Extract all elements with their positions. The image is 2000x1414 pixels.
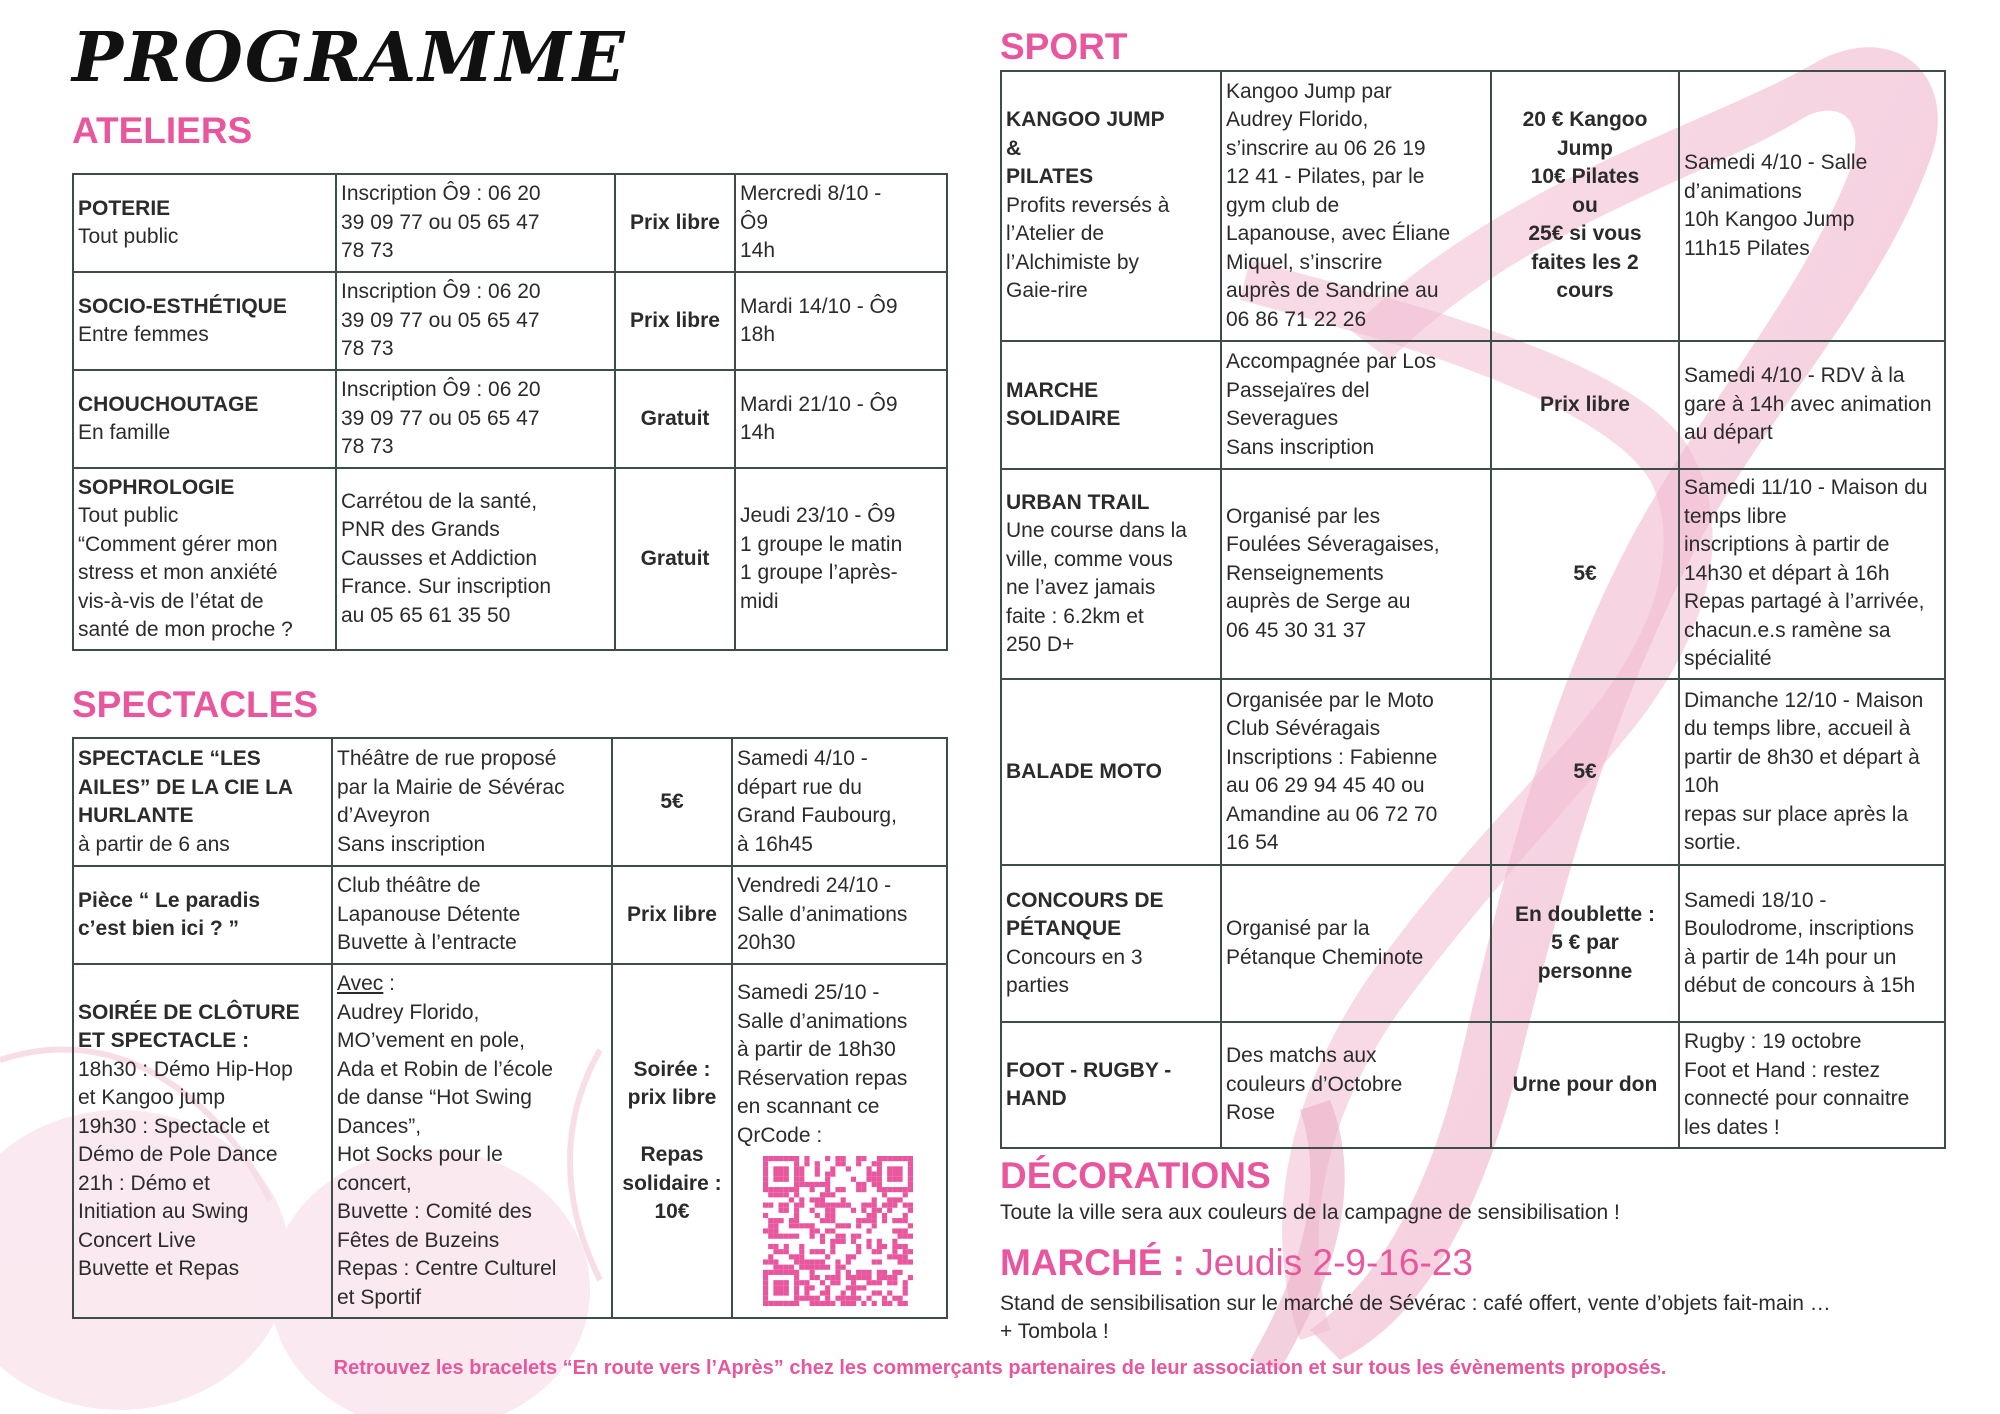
cell-line: d’animations [1684, 179, 1802, 203]
cell-line: partir de 8h30 et départ à [1684, 745, 1920, 769]
qr-code-icon[interactable] [763, 1156, 913, 1306]
cell-line: chacun.e.s ramène sa [1684, 618, 1891, 642]
cell-line: 5€ [1573, 561, 1597, 585]
price-cell [1491, 679, 1679, 865]
program-row [1001, 1022, 1945, 1148]
cell-line: Repas partagé à l’arrivée, [1684, 590, 1925, 614]
cell-line: Salle d’animations [737, 902, 908, 926]
contact-cell [332, 738, 612, 866]
cell-line: gym club de [1226, 193, 1340, 217]
program-row [73, 272, 947, 370]
cell-line: Miquel, s’inscrire [1226, 250, 1383, 274]
date-cell [735, 370, 947, 468]
row-title-line: SPECTACLE “LES [78, 747, 261, 770]
cell-line: personne [1537, 959, 1633, 983]
cell-line: 10h [1684, 774, 1720, 797]
cell-line: 78 73 [341, 239, 394, 263]
cell-line: s’inscrire au 06 26 19 [1226, 136, 1426, 160]
cell-line: Hot Socks pour le [337, 1143, 503, 1166]
cell-line: de danse “Hot Swing [337, 1086, 532, 1109]
contact-cell [1221, 71, 1491, 341]
cell-line: En doublette : [1515, 902, 1655, 926]
event-cell [1001, 341, 1221, 469]
cell-line: faite : 6.2km et [1006, 604, 1144, 628]
cell-line: 39 09 77 ou 05 65 47 [341, 406, 540, 430]
cell-line: ne l’avez jamais [1006, 576, 1156, 599]
program-row [1001, 341, 1945, 469]
date-cell [735, 174, 947, 272]
contact-cell [1221, 679, 1491, 865]
event-cell [1001, 469, 1221, 679]
cell-line: Samedi 11/10 - Maison du [1684, 476, 1928, 500]
contact-cell [1221, 341, 1491, 469]
price-cell [1491, 865, 1679, 1022]
cell-line: Soirée : [633, 1057, 711, 1081]
cell-line: 14h [740, 421, 776, 444]
cell-line: En famille [78, 421, 171, 444]
cell-line: Réservation repas [737, 1066, 908, 1090]
section-title-ateliers: ATELIERS [72, 110, 253, 151]
cell-line: concert, [337, 1171, 412, 1195]
cell-line: Club Sévéragais [1226, 717, 1381, 740]
cell-line: 78 73 [341, 337, 394, 361]
page-title: PROGRAMME [72, 18, 627, 98]
cell-line: Une course dans la [1006, 519, 1187, 542]
row-title-line: SOCIO-ESTHÉTIQUE [78, 294, 287, 318]
cell-line: l’Atelier de [1006, 222, 1105, 246]
cell-line: cours [1556, 279, 1614, 303]
date-cell [1679, 865, 1945, 1022]
cell-line: Prix libre [630, 308, 720, 332]
cell-line: Club théâtre de [337, 874, 481, 898]
cell-line: au 05 65 61 35 50 [341, 603, 511, 627]
cell-line: midi [740, 589, 779, 613]
cell-line: en scannant ce [737, 1095, 880, 1118]
row-title-line: Pièce “ Le paradis [78, 888, 261, 912]
cell-line: à partir de 18h30 [737, 1038, 896, 1061]
cell-line: 18h [740, 323, 776, 346]
cell-line: 14h [740, 239, 776, 263]
program-row [73, 468, 947, 650]
date-cell [1679, 71, 1945, 341]
row-title-line: & [1006, 136, 1022, 160]
date-cell [732, 964, 947, 1318]
cell-line: Samedi 4/10 - [737, 747, 868, 770]
event-cell [73, 370, 336, 468]
marche-text [1000, 1290, 1831, 1346]
cell-line: Foulées Séveragaises, [1226, 533, 1440, 557]
row-title-line: HAND [1006, 1087, 1067, 1110]
cell-line: parties [1006, 974, 1070, 997]
cell-line: à 16h45 [737, 832, 813, 856]
cell-line: Buvette et Repas [78, 1257, 240, 1280]
cell-line: 10€ [654, 1200, 690, 1223]
cell-line: PNR des Grands [341, 518, 500, 542]
cell-line: Fêtes de Buzeins [337, 1228, 500, 1252]
cell-line: gare à 14h avec animation [1684, 392, 1932, 416]
cell-line: Vendredi 24/10 - [737, 874, 892, 898]
cell-line: temps libre [1684, 504, 1787, 528]
date-cell [735, 272, 947, 370]
date-cell [732, 866, 947, 964]
price-cell [612, 866, 732, 964]
price-cell [615, 468, 735, 650]
cell-line: Ada et Robin de l’école [337, 1057, 553, 1081]
cell-line: 5€ [660, 789, 684, 813]
cell-line: Audrey Florido, [337, 1000, 480, 1024]
price-cell [1491, 469, 1679, 679]
cell-line: inscriptions à partir de [1684, 533, 1890, 557]
date-cell [1679, 1022, 1945, 1148]
cell-line: 5 € par [1551, 931, 1619, 955]
cell-line: Audrey Florido, [1226, 108, 1369, 132]
contact-cell [1221, 865, 1491, 1022]
marche-title-label: MARCHÉ : [1000, 1242, 1185, 1283]
cell-line: Buvette : Comité des [337, 1200, 532, 1223]
date-cell [735, 468, 947, 650]
program-row [73, 866, 947, 964]
cell-line: connecté pour connaitre [1684, 1087, 1910, 1110]
cell-line: 39 09 77 ou 05 65 47 [341, 210, 540, 234]
cell-line: au 06 29 94 45 40 ou [1226, 774, 1425, 797]
row-title-line: c’est bien ici ? ” [78, 917, 240, 940]
ateliers-table [72, 173, 948, 651]
marche-line: Stand de sensibilisation sur le marché de Sévérac : café offert, vente d’objets fait-main … [1000, 1292, 1831, 1315]
contact-cell [332, 964, 612, 1318]
price-cell [612, 738, 732, 866]
cell-line: santé de mon proche ? [78, 618, 293, 641]
cell-line: Prix libre [630, 210, 720, 234]
cell-line: Boulodrome, inscriptions [1684, 917, 1914, 940]
cell-line: vis-à-vis de l’état de [78, 589, 264, 613]
row-title-line: SOPHROLOGIE [78, 475, 235, 499]
cell-line: et Sportif [337, 1285, 422, 1309]
cell-line: 06 45 30 31 37 [1226, 618, 1367, 642]
cell-line: Foot et Hand : restez [1684, 1058, 1881, 1082]
program-row [1001, 865, 1945, 1022]
cell-line: sortie. [1684, 831, 1742, 854]
cell-line: 16 54 [1226, 831, 1279, 854]
cell-line: Lapanouse Détente [337, 902, 521, 926]
price-cell [615, 174, 735, 272]
event-cell [1001, 679, 1221, 865]
row-title-line: ET SPECTACLE : [78, 1029, 250, 1052]
cell-line: Lapanouse, avec Éliane [1226, 222, 1451, 246]
cell-line: stress et mon anxiété [78, 561, 278, 584]
cell-line: Initiation au Swing [78, 1200, 249, 1223]
cell-line: 25€ si vous [1528, 222, 1642, 246]
marche-days: Jeudis 2-9-16-23 [1195, 1242, 1473, 1283]
date-cell [1679, 341, 1945, 469]
cell-line: Mardi 14/10 - Ô9 [740, 294, 898, 318]
cell-line: Accompagnée par Los [1226, 350, 1437, 373]
cell-line: Profits reversés à [1006, 193, 1170, 217]
row-title-line: BALADE MOTO [1006, 759, 1162, 783]
event-cell [73, 964, 332, 1318]
cell-line: Samedi 25/10 - [737, 981, 880, 1004]
price-cell [1491, 341, 1679, 469]
cell-line: 12 41 - Pilates, par le [1226, 165, 1425, 189]
contact-cell [336, 174, 615, 272]
cell-line: Jeudi 23/10 - Ô9 [740, 504, 896, 527]
cell-line: spécialité [1684, 647, 1772, 671]
row-title-line: CONCOURS DE [1006, 888, 1164, 912]
cell-line: par la Mairie de Sévérac [337, 775, 565, 799]
cell-line: Carrétou de la santé, [341, 489, 538, 513]
cell-line: du temps libre, accueil à [1684, 717, 1911, 740]
cell-line: Samedi 4/10 - Salle [1684, 151, 1868, 174]
row-title-line: PÉTANQUE [1006, 917, 1122, 940]
program-row [1001, 469, 1945, 679]
cell-line: 19h30 : Spectacle et [78, 1114, 270, 1138]
cell-line: Prix libre [627, 902, 717, 926]
cell-line: Entre femmes [78, 323, 209, 346]
contact-cell [336, 370, 615, 468]
cell-line: prix libre [627, 1086, 717, 1109]
cell-line: Inscription Ô9 : 06 20 [341, 378, 541, 402]
cell-line: 11h15 Pilates [1684, 236, 1810, 260]
cell-line: Dimanche 12/10 - Maison [1684, 688, 1924, 712]
cell-line: Repas : Centre Culturel [337, 1257, 557, 1280]
cell-line: Salle d’animations [737, 1009, 908, 1033]
price-cell [1491, 1022, 1679, 1148]
date-cell [1679, 679, 1945, 865]
contact-head-rest: : [383, 972, 395, 995]
row-title-line: HURLANTE [78, 804, 194, 827]
cell-line: 1 groupe le matin [740, 532, 903, 556]
cell-line: Démo de Pole Dance [78, 1143, 278, 1166]
cell-line: Rugby : 19 octobre [1684, 1030, 1862, 1053]
cell-line: Prix libre [1540, 392, 1630, 416]
cell-line: Gratuit [640, 406, 710, 430]
cell-line: l’Alchimiste by [1006, 250, 1140, 274]
program-row [73, 174, 947, 272]
cell-line: Organisé par la [1226, 917, 1370, 940]
event-cell [73, 738, 332, 866]
price-cell [615, 272, 735, 370]
row-title-line: FOOT - RUGBY - [1006, 1058, 1172, 1082]
cell-line: Jump [1556, 136, 1613, 160]
contact-head: Avec [337, 972, 384, 995]
cell-line: Repas [640, 1143, 704, 1166]
cell-line: Mardi 21/10 - Ô9 [740, 392, 898, 416]
cell-line: Ô9 [740, 210, 769, 234]
cell-line: faites les 2 [1531, 250, 1639, 274]
cell-line: repas sur place après la [1684, 802, 1909, 826]
cell-line: Concert Live [78, 1228, 196, 1252]
price-cell [612, 964, 732, 1318]
cell-line: Samedi 18/10 - [1684, 888, 1827, 912]
event-cell [73, 272, 336, 370]
cell-line: Renseignements [1226, 561, 1384, 585]
cell-line: auprès de Serge au [1226, 590, 1411, 614]
decorations-text: Toute la ville sera aux couleurs de la campagne de sensibilisation ! [1000, 1201, 1620, 1224]
program-row [73, 738, 947, 866]
cell-line: Sans inscription [1226, 435, 1375, 459]
cell-line: début de concours à 15h [1684, 974, 1916, 997]
cell-line: auprès de Sandrine au [1226, 279, 1439, 303]
spectacles-table [72, 737, 948, 1319]
event-cell [1001, 71, 1221, 341]
cell-line: 250 D+ [1006, 633, 1075, 656]
row-title-line: AILES” DE LA CIE LA [78, 775, 294, 799]
cell-line [337, 970, 607, 999]
price-cell [615, 370, 735, 468]
event-cell [73, 468, 336, 650]
cell-line: Amandine au 06 72 70 [1226, 802, 1438, 826]
row-title-line: CHOUCHOUTAGE [78, 392, 259, 416]
row-title-line: POTERIE [78, 196, 171, 220]
date-cell [1679, 469, 1945, 679]
cell-line: Concours en 3 [1006, 945, 1143, 969]
cell-line: couleurs d’Octobre [1226, 1072, 1403, 1096]
cell-line: 14h30 et départ à 16h [1684, 561, 1890, 585]
cell-line: Severagues [1226, 407, 1339, 430]
cell-line: QrCode : [737, 1123, 823, 1147]
cell-line: 78 73 [341, 435, 394, 459]
cell-line: Organisé par les [1226, 504, 1381, 528]
cell-line: Théâtre de rue proposé [337, 747, 557, 770]
marche-line: + Tombola ! [1000, 1320, 1109, 1343]
contact-cell [1221, 1022, 1491, 1148]
cell-line: 39 09 77 ou 05 65 47 [341, 308, 540, 332]
cell-line: Tout public [78, 504, 179, 527]
event-cell [1001, 1022, 1221, 1148]
section-title-sport: SPORT [1000, 26, 1128, 67]
cell-line [617, 1113, 727, 1142]
cell-line: “Comment gérer mon [78, 532, 278, 556]
contact-cell [1221, 469, 1491, 679]
cell-line: Tout public [78, 225, 179, 248]
cell-line: Mercredi 8/10 - [740, 182, 882, 206]
cell-line: Organisée par le Moto [1226, 688, 1434, 712]
program-row [73, 964, 947, 1318]
price-cell [1491, 71, 1679, 341]
footer-note: Retrouvez les bracelets “En route vers l’Après” chez les commerçants partenaires de leur association et sur tous les évènements proposés. [333, 1357, 1667, 1379]
cell-line: Inscription Ô9 : 06 20 [341, 182, 541, 206]
program-row [1001, 679, 1945, 865]
event-cell [73, 174, 336, 272]
contact-cell [332, 866, 612, 964]
cell-line: 1 groupe l’après- [740, 561, 898, 584]
cell-line: France. Sur inscription [341, 575, 552, 599]
row-title-line: KANGOO JUMP [1006, 108, 1165, 132]
cell-line: les dates ! [1684, 1115, 1780, 1139]
row-title-line: PILATES [1006, 165, 1094, 189]
cell-line: 18h30 : Démo Hip-Hop [78, 1057, 293, 1081]
cell-line: 5€ [1573, 759, 1597, 783]
cell-line: ville, comme vous [1006, 547, 1173, 571]
cell-line: Buvette à l’entracte [337, 931, 517, 955]
row-title-line: MARCHE [1006, 378, 1099, 402]
cell-line: Urne pour don [1512, 1072, 1658, 1096]
cell-line: 10h Kangoo Jump [1684, 208, 1855, 231]
cell-line: Dances”, [337, 1114, 422, 1138]
cell-line: 20 € Kangoo [1522, 108, 1648, 132]
row-title-line: SOLIDAIRE [1006, 407, 1121, 430]
cell-line: au départ [1684, 421, 1773, 445]
event-cell [1001, 865, 1221, 1022]
cell-line: d’Aveyron [337, 804, 431, 827]
cell-line: Samedi 4/10 - RDV à la [1684, 364, 1905, 388]
contact-cell [336, 272, 615, 370]
cell-line: Grand Faubourg, [737, 804, 897, 827]
contact-cell [336, 468, 615, 650]
cell-line: ou [1572, 193, 1598, 217]
row-title-line: SOIRÉE DE CLÔTURE [78, 1000, 300, 1024]
cell-line: 06 86 71 22 26 [1226, 307, 1367, 331]
cell-line: Des matchs aux [1226, 1044, 1377, 1068]
cell-line: 10€ Pilates [1530, 165, 1640, 189]
cell-line: départ rue du [737, 775, 862, 799]
cell-line: Kangoo Jump par [1226, 79, 1392, 103]
cell-line: MO’vement en pole, [337, 1029, 525, 1052]
cell-line: à partir de 6 ans [78, 832, 230, 856]
cell-line: à partir de 14h pour un [1684, 945, 1897, 969]
cell-line: Gaie-rire [1006, 279, 1088, 303]
program-row [73, 370, 947, 468]
cell-line: Inscription Ô9 : 06 20 [341, 280, 541, 304]
cell-line: Inscriptions : Fabienne [1226, 745, 1438, 769]
date-cell [732, 738, 947, 866]
cell-line: Passejaïres del [1226, 378, 1370, 402]
cell-line: Rose [1226, 1101, 1276, 1125]
section-title-decorations: DÉCORATIONS [1000, 1155, 1271, 1196]
section-title-marche [1000, 1242, 1473, 1284]
cell-line: Sans inscription [337, 832, 486, 856]
cell-line: et Kangoo jump [78, 1086, 226, 1109]
cell-line: Gratuit [640, 546, 710, 570]
cell-line: Pétanque Cheminote [1226, 945, 1424, 969]
sport-table [1000, 70, 1946, 1149]
cell-line: Causses et Addiction [341, 546, 538, 570]
cell-line: 21h : Démo et [78, 1171, 210, 1195]
event-cell [73, 866, 332, 964]
cell-line: 20h30 [737, 931, 796, 955]
section-title-spectacles: SPECTACLES [72, 684, 319, 725]
row-title-line: URBAN TRAIL [1006, 490, 1150, 514]
cell-line: solidaire : [622, 1171, 722, 1195]
program-row [1001, 71, 1945, 341]
